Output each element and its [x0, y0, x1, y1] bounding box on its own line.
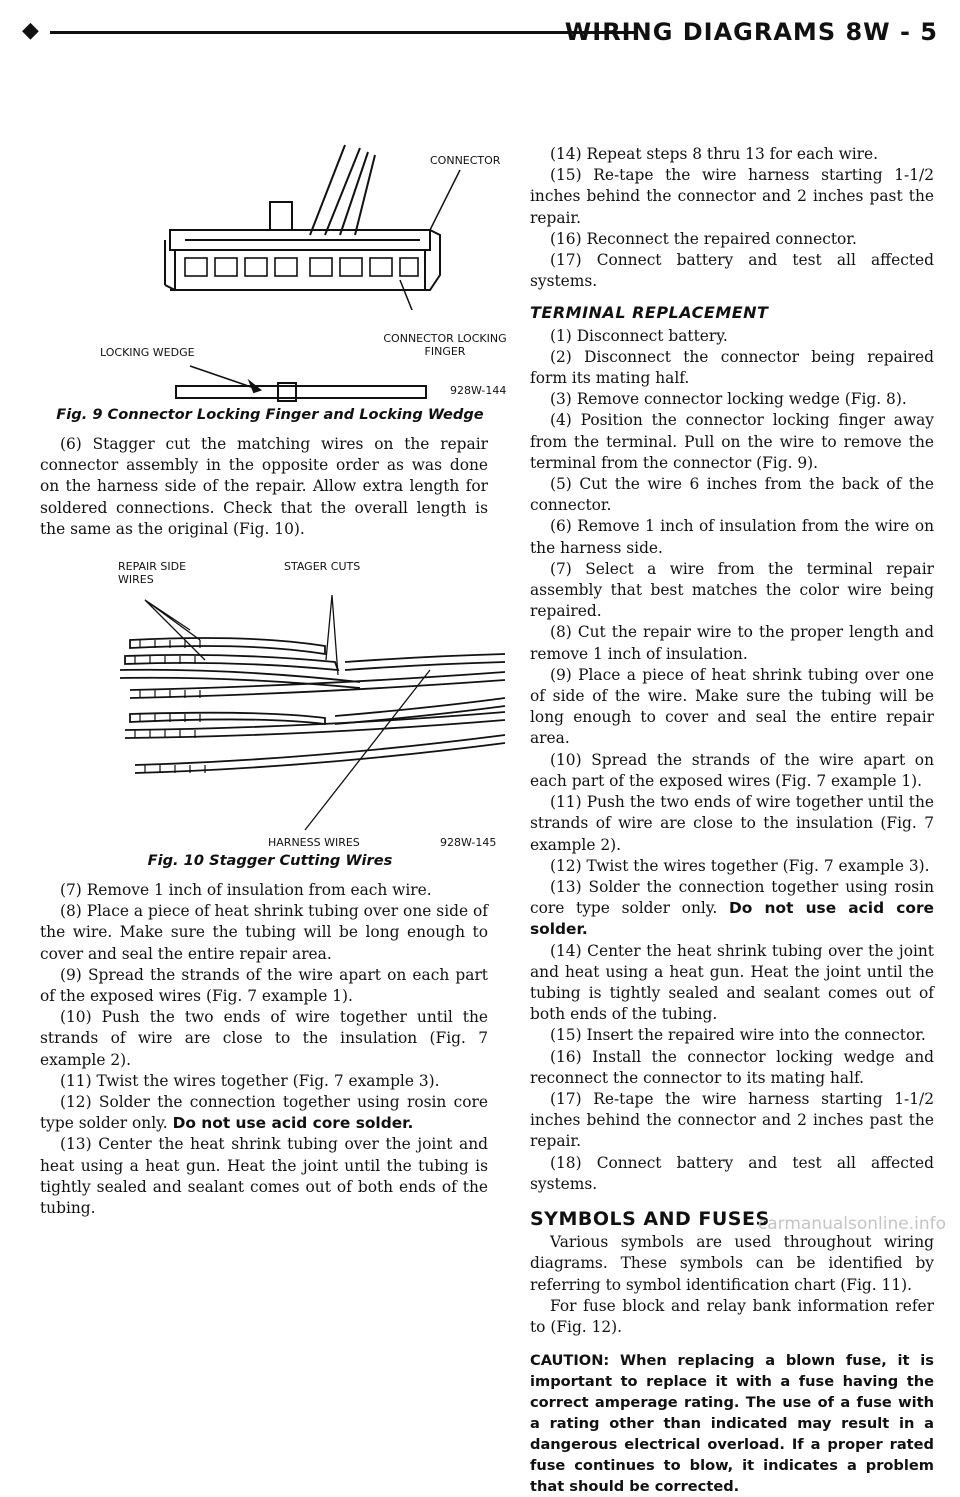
step: (17) Re-tape the wire harness starting 1-1/2 inches behind the connector and 2 inches past the repair.: [530, 1089, 934, 1151]
step: (13) Center the heat shrink tubing over the joint and heat using a heat gun. Heat the joint until the tubing is tightly sealed and sealant comes out of both ends of the tubing.: [40, 1135, 488, 1218]
label-connector: CONNECTOR: [430, 154, 501, 167]
watermark: carmanualsonline.info: [757, 1214, 946, 1234]
step: (14) Repeat steps 8 thru 13 for each wire.: [550, 145, 879, 163]
wires-illustration: [110, 590, 510, 835]
step: (16) Reconnect the repaired connector.: [550, 229, 857, 248]
paragraph: Various symbols are used throughout wiring diagrams. These symbols can be identified by referring to symbol identification chart (Fig. 11).: [530, 1233, 934, 1294]
step: (7) Select a wire from the terminal repair assembly that best matches the color wire being repaired.: [530, 559, 934, 621]
step: (10) Spread the strands of the wire apart on each part of the exposed wires (Fig. 7 example 1).: [530, 750, 934, 790]
step: (16) Install the connector locking wedge and reconnect the connector to its mating half.: [530, 1047, 934, 1087]
step: (9) Spread the strands of the wire apart on each part of the exposed wires (Fig. 7 example 1).: [40, 965, 488, 1006]
step-text: (13) Solder the connection together using rosin core type solder only.: [530, 877, 934, 918]
right-column: [530, 144, 934, 1497]
step: (15) Insert the repaired wire into the connector.: [550, 1026, 926, 1045]
step: (3) Remove connector locking wedge (Fig. 8).: [550, 390, 907, 409]
label-stager-cuts: STAGER CUTS: [284, 560, 361, 573]
page-header: [22, 14, 938, 50]
left-column-top: [40, 434, 488, 540]
step: (7) Remove 1 inch of insulation from each wire.: [60, 881, 432, 899]
paragraph: (6) Stagger cut the matching wires on the repair connector assembly in the opposite order as was done on the harness side of the repair. Allow extra length for soldered connections. Check that the overall length is the same as the original (Fig. 10).: [40, 435, 488, 538]
step: (8) Cut the repair wire to the proper length and remove 1 inch of insulation.: [530, 623, 934, 663]
label-locking-wedge: LOCKING WEDGE: [100, 346, 195, 359]
figure-9-code: 928W-144: [450, 384, 507, 397]
header-rule: [50, 31, 638, 34]
step-text: (12) Solder the connection together using rosin core type solder only.: [40, 1093, 488, 1133]
page-title: WIRING DIAGRAMS 8W - 5: [564, 18, 938, 46]
step: (11) Twist the wires together (Fig. 7 example 3).: [60, 1071, 440, 1090]
figure-10-caption: Fig. 10 Stagger Cutting Wires: [147, 852, 393, 869]
section-heading-terminal-replacement: TERMINAL REPLACEMENT: [530, 303, 769, 323]
step: (2) Disconnect the connector being repaired form its mating half.: [530, 347, 934, 388]
step: (8) Place a piece of heat shrink tubing over one side of the wire. Make sure the tubing will be long enough to cover and seal the entire repair area.: [40, 902, 488, 963]
step: (17) Connect battery and test all affected systems.: [530, 251, 934, 291]
step: (18) Connect battery and test all affected systems.: [530, 1153, 934, 1193]
step: (11) Push the two ends of wire together until the strands of wire are close to the insulation (Fig. 7 example 2).: [530, 793, 934, 854]
step: (9) Place a piece of heat shrink tubing over one of side of the wire. Make sure the tubing will be long enough to cover and seal the entire repair area.: [530, 665, 934, 748]
figure-10-code: 928W-145: [440, 836, 497, 849]
step: [530, 877, 934, 941]
paragraph: For fuse block and relay bank information refer to (Fig. 12).: [530, 1296, 934, 1336]
label-harness-wires: HARNESS WIRES: [268, 836, 360, 849]
label-connector-locking-finger: CONNECTOR LOCKING FINGER: [383, 332, 507, 358]
diamond-icon: ◆: [22, 18, 39, 43]
left-column-bottom: [40, 880, 488, 1219]
step: (4) Position the connector locking finger away from the terminal. Pull on the wire to remove the terminal from the connector (Fig. 9).: [530, 411, 934, 472]
step: (15) Re-tape the wire harness starting 1-1/2 inches behind the connector and 2 inches past the repair.: [530, 166, 934, 227]
figure-10: [110, 590, 510, 835]
step: (5) Cut the wire 6 inches from the back of the connector.: [530, 475, 934, 515]
step: (6) Remove 1 inch of insulation from the wire on the harness side.: [530, 517, 934, 557]
figure-9-caption: Fig. 9 Connector Locking Finger and Locking Wedge: [56, 406, 484, 423]
label-repair-side-wires: REPAIR SIDE WIRES: [118, 560, 187, 586]
step: (10) Push the two ends of wire together until the strands of wire are close to the insulation (Fig. 7 example 2).: [40, 1008, 488, 1069]
step: (14) Center the heat shrink tubing over the joint and heat using a heat gun. Heat the joint until the tubing is tightly sealed and sealant comes out of both ends of the tubing.: [530, 941, 934, 1024]
locking-wedge-illustration: [150, 362, 440, 402]
warning-text: Do not use acid core solder.: [530, 899, 934, 939]
warning-text: Do not use acid core solder.: [172, 1114, 414, 1133]
section-heading-symbols-and-fuses: SYMBOLS AND FUSES: [530, 1207, 770, 1230]
caution-note: CAUTION: When replacing a blown fuse, it is important to replace it with a fuse having the correct amperage rating. The use of a fuse with a rating other than indicated may result in a dangerous electrical overload. If a proper rated fuse continues to blow, it indicates a problem that should be corrected.: [530, 1352, 934, 1496]
step: (12) Twist the wires together (Fig. 7 example 3).: [550, 856, 930, 875]
step: (1) Disconnect battery.: [550, 326, 728, 345]
step: [40, 1092, 488, 1134]
